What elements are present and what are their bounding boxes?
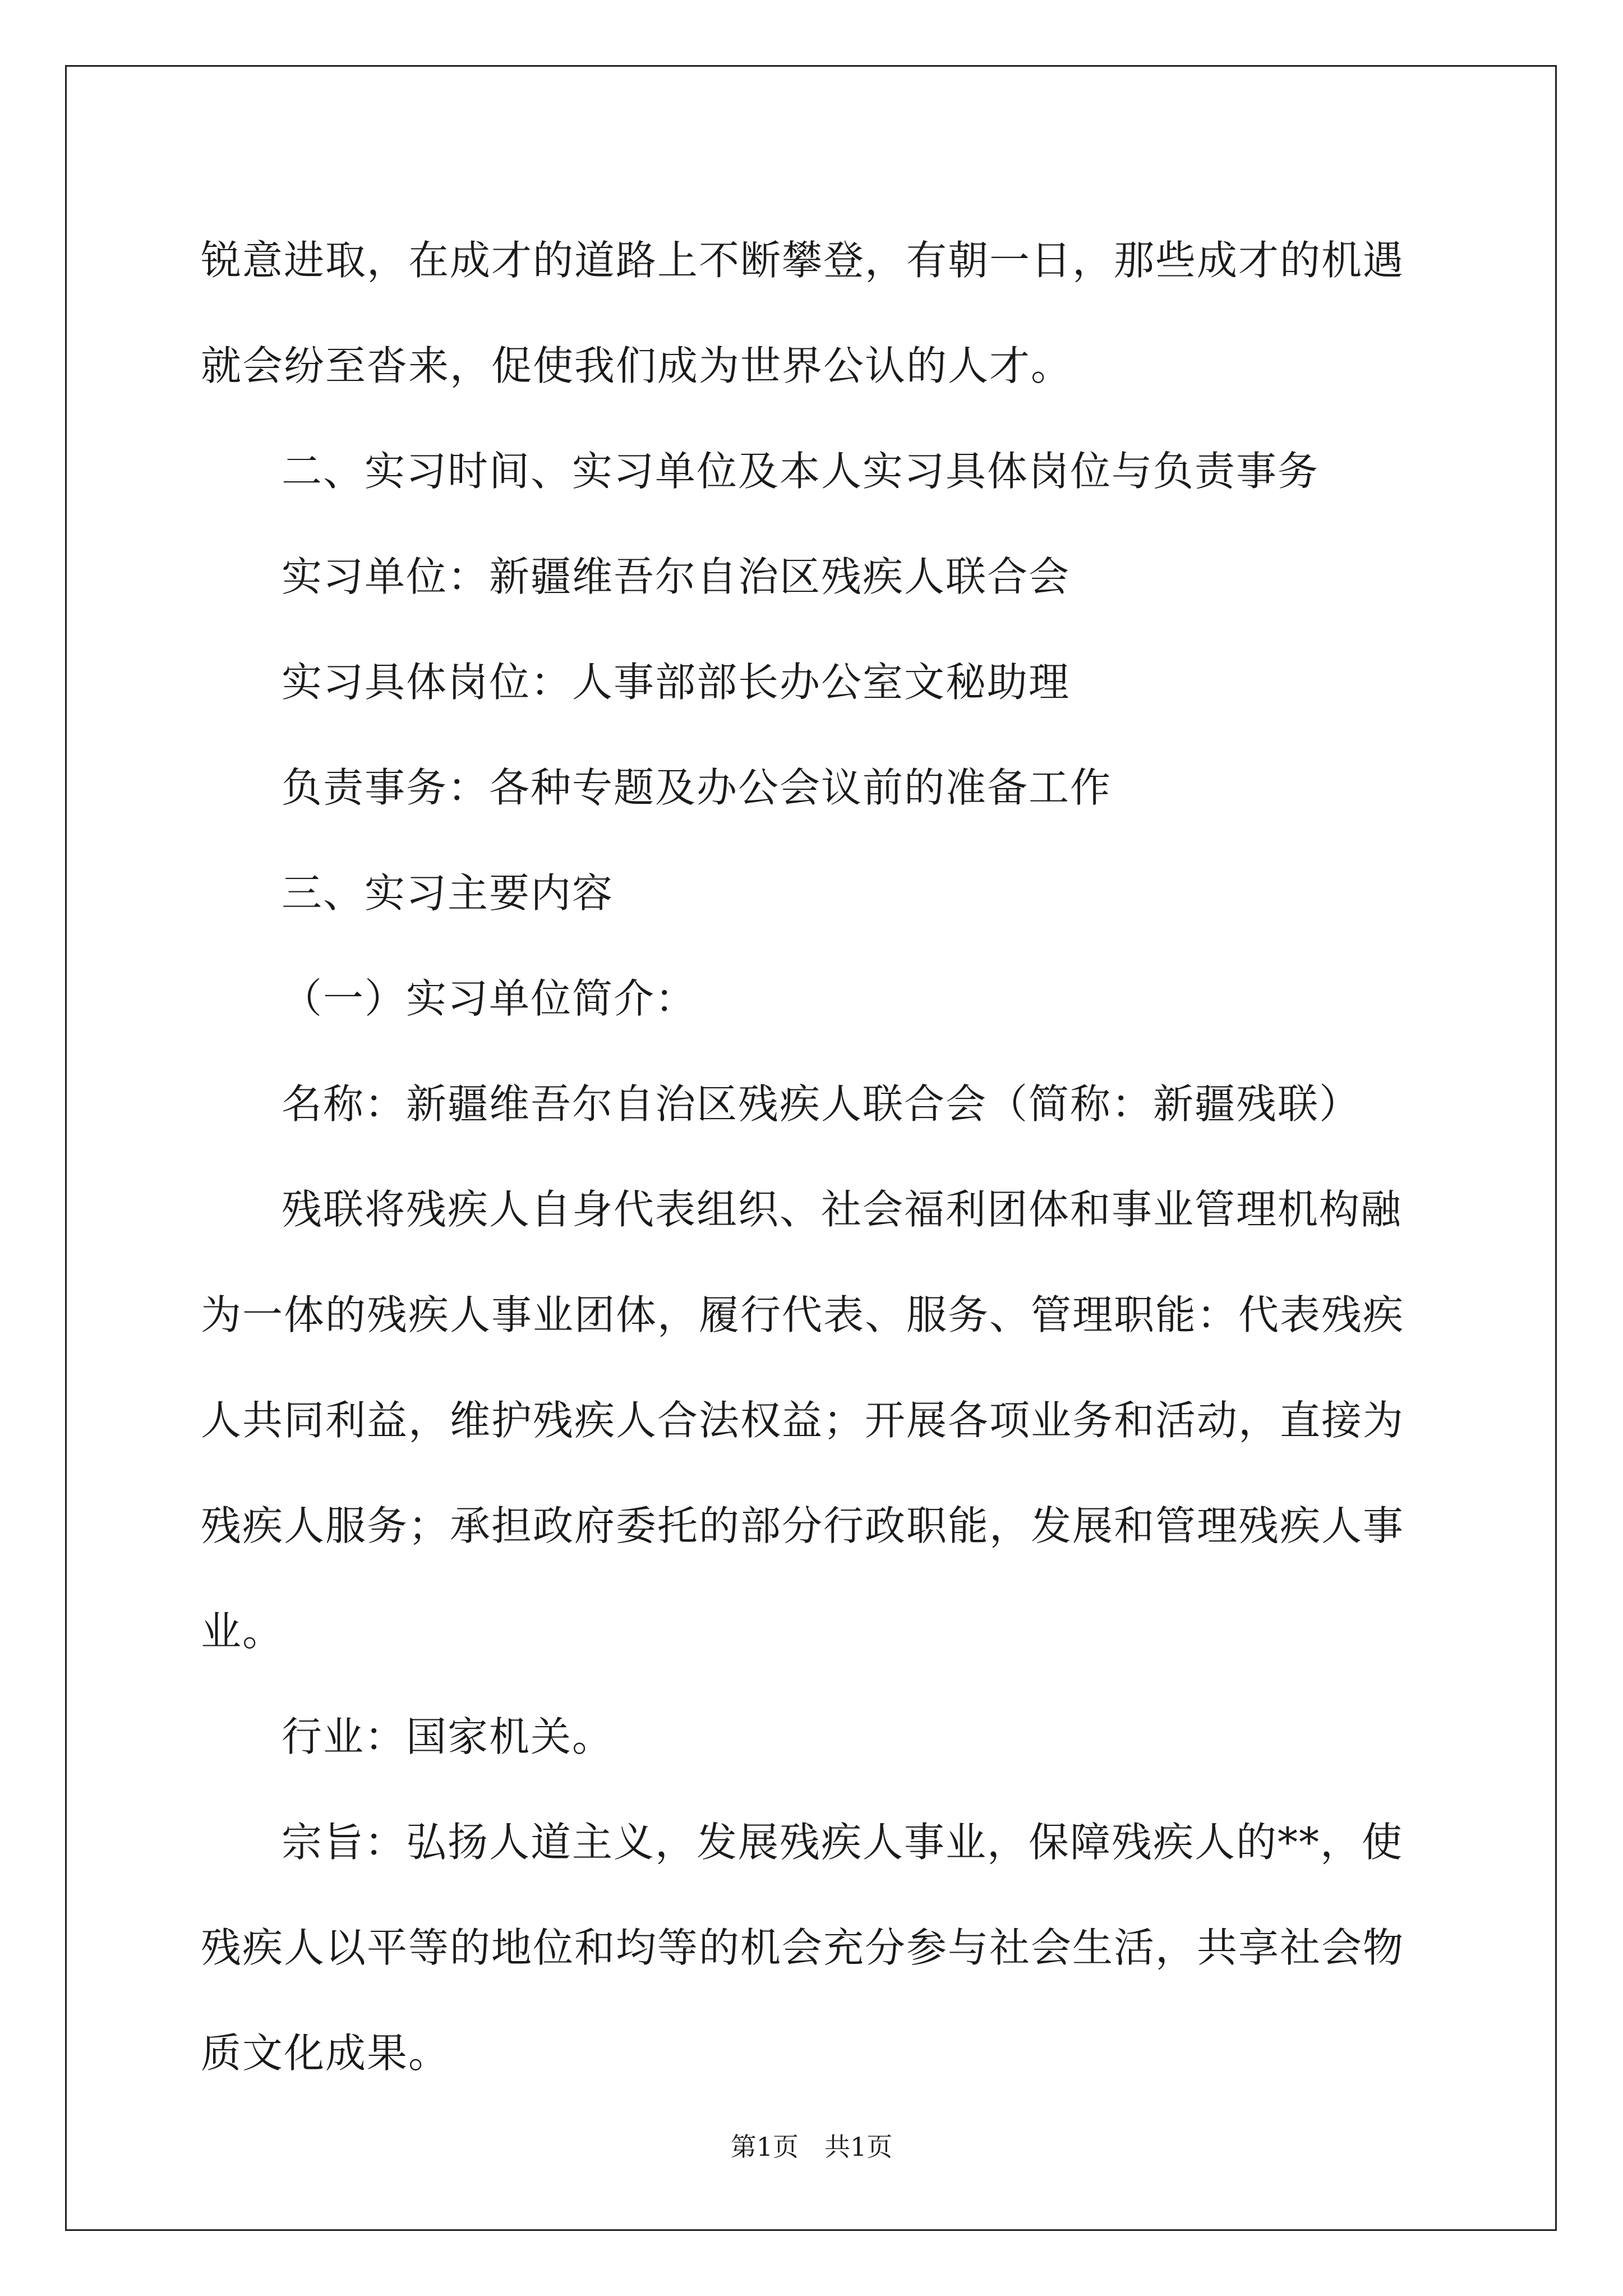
paragraph-internship-position: 实习具体岗位：人事部部长办公室文秘助理 (282, 659, 1071, 706)
section-heading-main-content: 三、实习主要内容 (282, 869, 614, 917)
paragraph-unit-name: 名称：新疆维吾尔自治区残疾人联合会（简称：新疆残联） (282, 1080, 1361, 1128)
paragraph-industry: 行业：国家机关。 (282, 1713, 614, 1760)
page-footer: 第1页 共1页 (730, 2132, 893, 2162)
section-heading-internship-info: 二、实习时间、实习单位及本人实习具体岗位与负责事务 (282, 448, 1320, 495)
paragraph-responsibilities: 负责事务：各种专题及办公会议前的准备工作 (282, 764, 1112, 811)
paragraph-unit-description: 残联将残疾人自身代表组织、社会福利团体和事业管理机构融为一体的残疾人事业团体，履行代表、服务、管理职能：代表残疾人共同利益，维护残疾人合法权益；开展各项业务和活动，直接为残疾人服务；承担政府委托的部分行政职能，发展和管理残疾人事业。 (201, 1186, 1405, 1655)
document-body (201, 208, 1426, 2106)
paragraph-intro-continuation: 锐意进取，在成才的道路上不断攀登，有朝一日，那些成才的机遇就会纷至沓来，促使我们成为世界公认的人才。 (201, 237, 1405, 389)
subsection-heading-unit-intro: （一）实习单位简介： (282, 975, 697, 1022)
paragraph-purpose: 宗旨：弘扬人道主义，发展残疾人事业，保障残疾人的**，使残疾人以平等的地位和均等的机会充分参与社会生活，共享社会物质文化成果。 (201, 1819, 1405, 2077)
paragraph-internship-unit: 实习单位：新疆维吾尔自治区残疾人联合会 (282, 553, 1071, 600)
